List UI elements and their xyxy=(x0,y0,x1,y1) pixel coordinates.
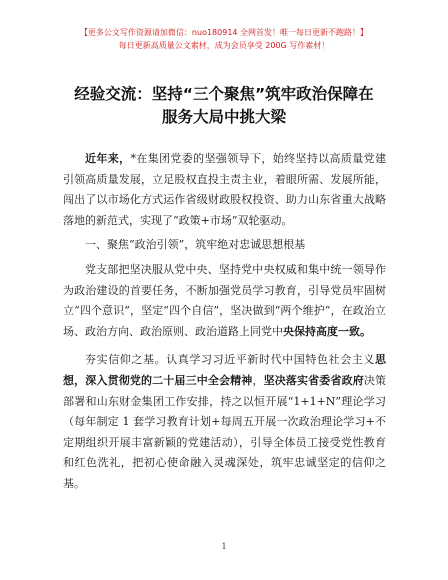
title-line-2: 服务大局中挑大梁 xyxy=(161,108,286,126)
paragraph-2-bold-tail: 央保持高度一致。 xyxy=(283,324,371,338)
paragraph-faith-foundation xyxy=(63,350,386,494)
page-number: 1 xyxy=(221,542,227,551)
paragraph-3-text-2: ， xyxy=(252,373,264,387)
paragraph-3-bold-1: 思想，深入贯彻党的二十届三中全会精神 xyxy=(63,353,386,387)
document-body xyxy=(63,149,386,495)
document-title xyxy=(40,83,408,129)
intro-paragraph xyxy=(63,149,386,231)
title-line-1: 经验交流：坚持“三个聚焦”筑牢政治保障在 xyxy=(74,85,374,103)
paragraph-3-bold-2: 坚决落实省委省政府 xyxy=(263,373,364,387)
promo-banner-line-2: 每日更新高质量公文素材，成为会员享受 200G 写作素材！ xyxy=(118,41,330,50)
paragraph-political-building xyxy=(63,260,386,342)
intro-text: *在集团党委的坚强领导下，始终坚持以高质量党建引领高质量发展，立足股权直投主责主业，着眼所需、发展所能，闯出了以市场化方式运作省级财政股权投资、助力山东省重大战略落地的新范式，实现了“政策+市场”双轮驱动。 xyxy=(63,152,387,227)
promo-banner-line-1: 【更多公文写作资源请加微信：nuo180914 全网首发！唯一每日更新不跑路！】 xyxy=(79,28,369,37)
paragraph-3-text-3: 决策部署和山东财金集团工作安排，持之以恒开展“1+1+N”理论学习（每年制定 1 套学习教育计划+每周五开展一次政治理论学习+不定期组织开展丰富新颖的党建活动），引导全体员工接受党性教育和红色洗礼，把初心使命融入灵魂深处，筑牢忠诚坚定的信仰之基。 xyxy=(63,373,387,490)
paragraph-3-text-1: 夯实信仰之基。认真学习习近平新时代中国特色社会主义 xyxy=(85,353,375,367)
intro-lead: 近年来， xyxy=(85,152,131,165)
section-heading-1: 一、聚焦“政治引领”，筑牢绝对忠诚思想根基 xyxy=(85,238,306,252)
paragraph-2-text: 党支部把坚决服从党中央、坚持党中央权威和集中统一领导作为政治建设的首要任务，不断加强党员学习教育，引导党员牢固树立“四个意识”，坚定“四个自信”，坚决做到“两个维护”，在政治立场、政治方向、政治原则、政治道路上同党中 xyxy=(63,262,386,338)
